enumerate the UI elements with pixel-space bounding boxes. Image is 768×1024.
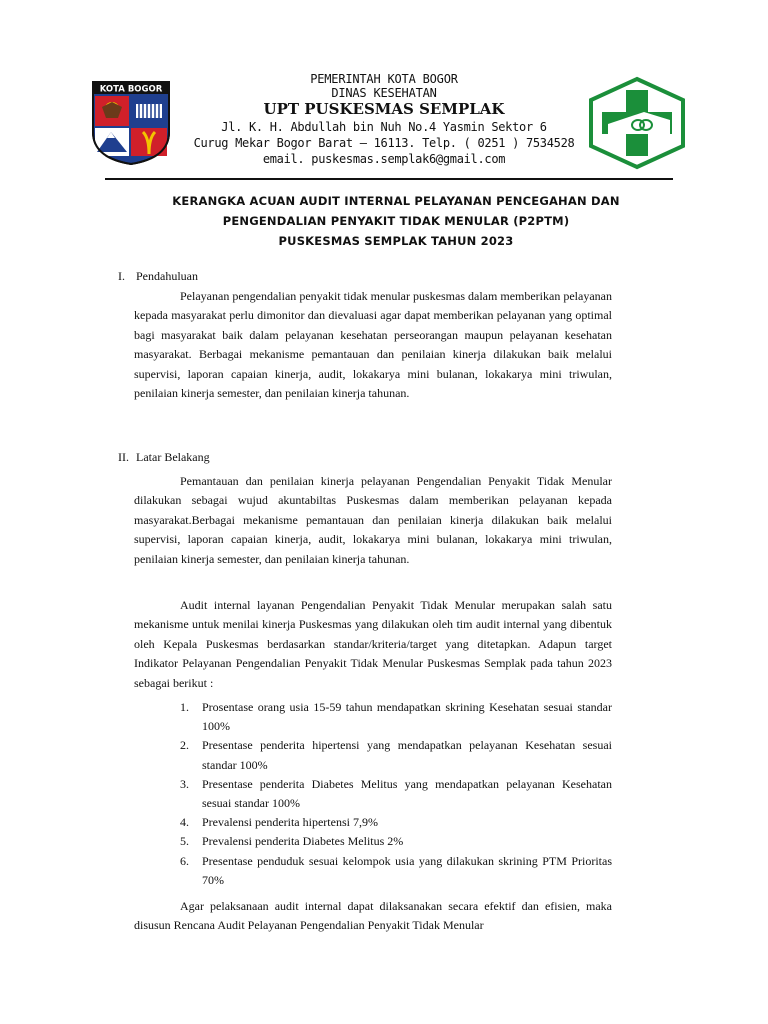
letterhead-city-phone: Curug Mekar Bogor Barat – 16113. Telp. ( 0251 ) 7534528 [193, 136, 575, 150]
section-number: I. [118, 269, 125, 283]
section-heading-pendahuluan [118, 268, 198, 284]
section-heading-latar-belakang [118, 449, 210, 465]
letterhead-address: Jl. K. H. Abdullah bin Nuh No.4 Yasmin Sektor 6 [221, 120, 547, 134]
letterhead-email: email. puskesmas.semplak6@gmail.com [262, 152, 506, 166]
title-line-3: PUSKESMAS SEMPLAK TAHUN 2023 [278, 234, 514, 248]
list-item: 2. Presentase penderita hipertensi yang mendapatkan pelayanan Kesehatan sesuai standar 100% [180, 738, 612, 772]
crest-text: KOTA BOGOR [99, 84, 163, 95]
paragraph-text: Pemantauan dan penilaian kinerja pelayanan Pengendalian Penyakit Tidak Menular dilakukan sebagai wujud akuntabiltas Puskesmas dalam memberikan pelayanan kepada masyarakat.Berbagai mekanisme pemantauan dan penilaian kinerja dilakukan baik melalui supervisi, laporan capaian kinerja, audit, lokakarya mini bulanan, lokakarya mini triwulan, penilaian kinerja semester, dan penilaian kinerja tahunan. [134, 474, 612, 566]
target-indicator-list [180, 698, 612, 890]
kota-bogor-crest-icon [91, 80, 171, 166]
letterhead-institution: UPT PUSKESMAS SEMPLAK [263, 100, 505, 118]
title-line-2: PENGENDALIAN PENYAKIT TIDAK MENULAR (P2PTM) [222, 214, 570, 228]
paragraph-text: Audit internal layanan Pengendalian Penyakit Tidak Menular merupakan salah satu mekanisme untuk menilai kinerja Puskesmas yang dilakukan oleh tim audit internal yang dibentuk oleh Kepala Puskesmas berdasarkan standar/kriteria/target yang ditetapkan. Adapun target Indikator Pelayanan Pengendalian Penyakit Tidak Menular Puskesmas Semplak pada tahun 2023 sebagai berikut : [134, 598, 612, 690]
puskesmas-logo-icon [586, 76, 688, 170]
list-item: 3. Presentase penderita Diabetes Melitus yang mendapatkan pelayanan Kesehatan sesuai standar 100% [180, 776, 612, 811]
paragraph-text: Pelayanan pengendalian penyakit tidak menular puskesmas dalam memberikan pelayanan kepada masyarakat perlu dimonitor dan dievaluasi agar dapat memberikan pelayanan yang optimal bagi masyarakat baik dalam pelayanan kesehatan perseorangan maupun pelayanan kesehatan masyarakat. Berbagai mekanisme pemantauan dan penilaian kinerja dilakukan baik melalui supervisi, laporan capaian kinerja, audit, lokakarya mini bulanan, lokakarya mini triwulan, penilaian kinerja semester, dan penilaian kinerja tahunan. [134, 289, 612, 401]
paragraph-latar-belakang-2 [134, 596, 612, 693]
paragraph-text: Agar pelaksanaan audit internal dapat dilaksanakan secara efektif dan efisien, maka disusun Rencana Audit Pelayanan Pengendalian Penyakit Tidak Menular [134, 899, 612, 933]
list-item: 1. Prosentase orang usia 15-59 tahun mendapatkan skrining Kesehatan sesuai standar 100% [180, 700, 612, 734]
letterhead [170, 72, 598, 167]
section-number: II. [118, 450, 129, 464]
list-item: 6. Presentase penduduk sesuai kelompok usia yang dilakukan skrining PTM Prioritas 70% [180, 853, 612, 887]
section-title: Latar Belakang [136, 450, 210, 464]
section-title: Pendahuluan [136, 269, 198, 283]
list-item: 5. Prevalensi penderita Diabetes Melitus 2% [180, 834, 404, 849]
paragraph-pendahuluan [134, 287, 612, 403]
list-item: 4. Prevalensi penderita hipertensi 7,9% [180, 815, 378, 830]
letterhead-department: DINAS KESEHATAN [331, 86, 437, 100]
title-line-1: KERANGKA ACUAN AUDIT INTERNAL PELAYANAN PENCEGAHAN DAN [172, 194, 620, 208]
paragraph-latar-belakang-1 [134, 472, 612, 569]
letterhead-government: PEMERINTAH KOTA BOGOR [310, 72, 458, 86]
letterhead-divider [105, 178, 673, 180]
paragraph-latar-belakang-3 [134, 897, 612, 936]
document-title [100, 191, 692, 251]
